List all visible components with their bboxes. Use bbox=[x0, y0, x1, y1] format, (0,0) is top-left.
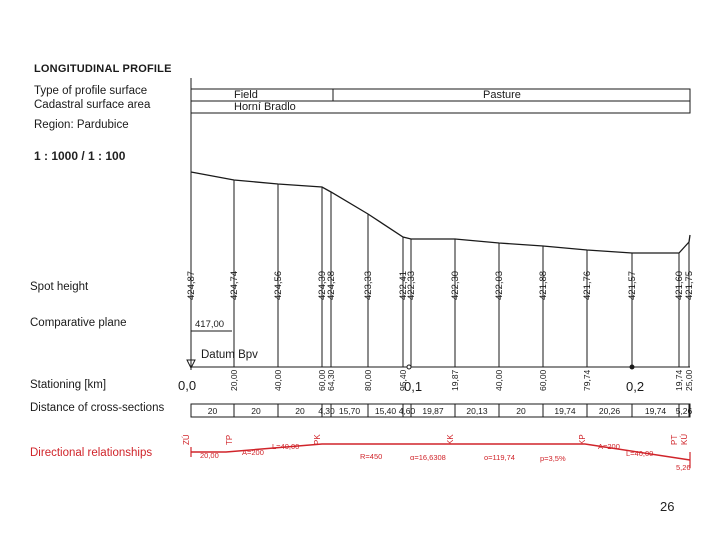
station-minor: 19,87 bbox=[450, 369, 460, 391]
distance-value: 5,26 bbox=[675, 406, 693, 416]
surface-type-row bbox=[191, 89, 690, 101]
alignment-text: α=16,6308 bbox=[410, 453, 446, 462]
alignment-mark: KÚ bbox=[680, 433, 689, 445]
station-major: 0,0 bbox=[178, 378, 197, 393]
spot-height-label: 424,74 bbox=[229, 270, 240, 300]
spot-height-label: 424,87 bbox=[186, 270, 197, 300]
station-minor: 80,00 bbox=[363, 369, 373, 391]
spot-height-label: 424,28 bbox=[326, 270, 337, 300]
label-directional: Directional relationships bbox=[30, 447, 153, 459]
distance-value: 19,74 bbox=[644, 406, 667, 416]
label-stationing: Stationing [km] bbox=[30, 379, 107, 391]
spot-height-label: 424,39 bbox=[317, 270, 328, 300]
spot-height-label: 421,75 bbox=[684, 270, 695, 300]
label-comparative-plane: Comparative plane bbox=[30, 317, 127, 329]
spot-height-label: 422,33 bbox=[406, 270, 417, 300]
station-minor: 40,00 bbox=[273, 369, 283, 391]
spot-height-label: 423,33 bbox=[363, 270, 374, 300]
spot-height-label: 422,41 bbox=[398, 270, 409, 300]
distance-value: 20 bbox=[516, 406, 526, 416]
spot-height-label: 424,56 bbox=[273, 270, 284, 300]
station-minor: 20,00 bbox=[229, 369, 239, 391]
station-minor: 79,74 bbox=[582, 369, 592, 391]
distance-value: 15,70 bbox=[338, 406, 361, 416]
title: LONGITUDINAL PROFILE bbox=[34, 63, 172, 75]
surface-pasture: Pasture bbox=[483, 89, 521, 101]
spot-height-label: 421,76 bbox=[582, 270, 593, 300]
spot-height-label: 421,88 bbox=[538, 270, 549, 300]
station-circle bbox=[407, 365, 411, 369]
alignment-mark: KK bbox=[446, 434, 455, 445]
label-type-surface: Type of profile surface bbox=[34, 85, 148, 97]
spot-height-label: 422,30 bbox=[450, 270, 461, 300]
station-major: 0,1 bbox=[404, 379, 423, 394]
alignment-mark: TP bbox=[225, 434, 234, 445]
alignment-text: o=119,74 bbox=[484, 453, 515, 462]
alignment-text: R=450 bbox=[360, 452, 383, 461]
spot-height-label: 421,60 bbox=[674, 270, 685, 300]
alignment-mark: PT bbox=[670, 434, 679, 445]
distance-value: 15,40 bbox=[374, 406, 397, 416]
distance-value: 20 bbox=[251, 406, 261, 416]
alignment-mark: PK bbox=[313, 434, 322, 445]
label-distance: Distance of cross-sections bbox=[30, 402, 165, 414]
station-minor: 19,74 bbox=[674, 369, 684, 391]
distance-value: 4,60 bbox=[398, 406, 416, 416]
alignment-text: 5,26 bbox=[676, 463, 691, 472]
label-region: Region: Pardubice bbox=[34, 119, 129, 131]
alignment-mark: KP bbox=[578, 434, 587, 445]
station-major: 0,2 bbox=[626, 379, 645, 394]
distance-value: 19,87 bbox=[422, 406, 444, 416]
distance-value: 20 bbox=[207, 406, 218, 416]
station-minor: 60,00 bbox=[538, 369, 548, 391]
label-datum: Datum Bpv bbox=[201, 349, 258, 361]
distance-value: 20 bbox=[295, 406, 305, 416]
spot-height-label: 421,57 bbox=[627, 270, 638, 300]
alignment-text: L=40,00 bbox=[626, 449, 654, 458]
distance-value: 20,13 bbox=[466, 406, 488, 416]
station-minor: 95,40 bbox=[398, 369, 408, 391]
surface-field: Field bbox=[234, 89, 258, 101]
comparative-plane-value: 417,00 bbox=[195, 319, 225, 330]
cadastral-value: Horní Bradlo bbox=[234, 101, 296, 113]
station-minor: 60,00 bbox=[317, 369, 327, 391]
alignment-text: p=3,5% bbox=[540, 454, 566, 463]
alignment-text: 20,00 bbox=[200, 451, 219, 460]
label-spot-height: Spot height bbox=[30, 281, 89, 293]
station-minor: 64,30 bbox=[326, 369, 336, 391]
alignment-text: A=200 bbox=[598, 442, 620, 451]
label-scale: 1 : 1000 / 1 : 100 bbox=[34, 149, 126, 163]
alignment-mark: ZÚ bbox=[182, 434, 191, 445]
spot-height-label: 422,03 bbox=[494, 270, 505, 300]
alignment-text: L=40,00 bbox=[272, 442, 300, 451]
ground-end-tick bbox=[689, 235, 690, 242]
ground-profile-line bbox=[191, 172, 689, 253]
station-minor: 40,00 bbox=[494, 369, 504, 391]
distance-value: 20,26 bbox=[598, 406, 621, 416]
station-minor: 25,00 bbox=[684, 369, 694, 391]
distance-value: 4,30 bbox=[318, 406, 335, 416]
alignment-text: A=200 bbox=[242, 448, 264, 457]
label-cadastral: Cadastral surface area bbox=[34, 99, 151, 111]
distance-value: 19,74 bbox=[554, 406, 576, 416]
page-number: 26 bbox=[660, 499, 675, 514]
